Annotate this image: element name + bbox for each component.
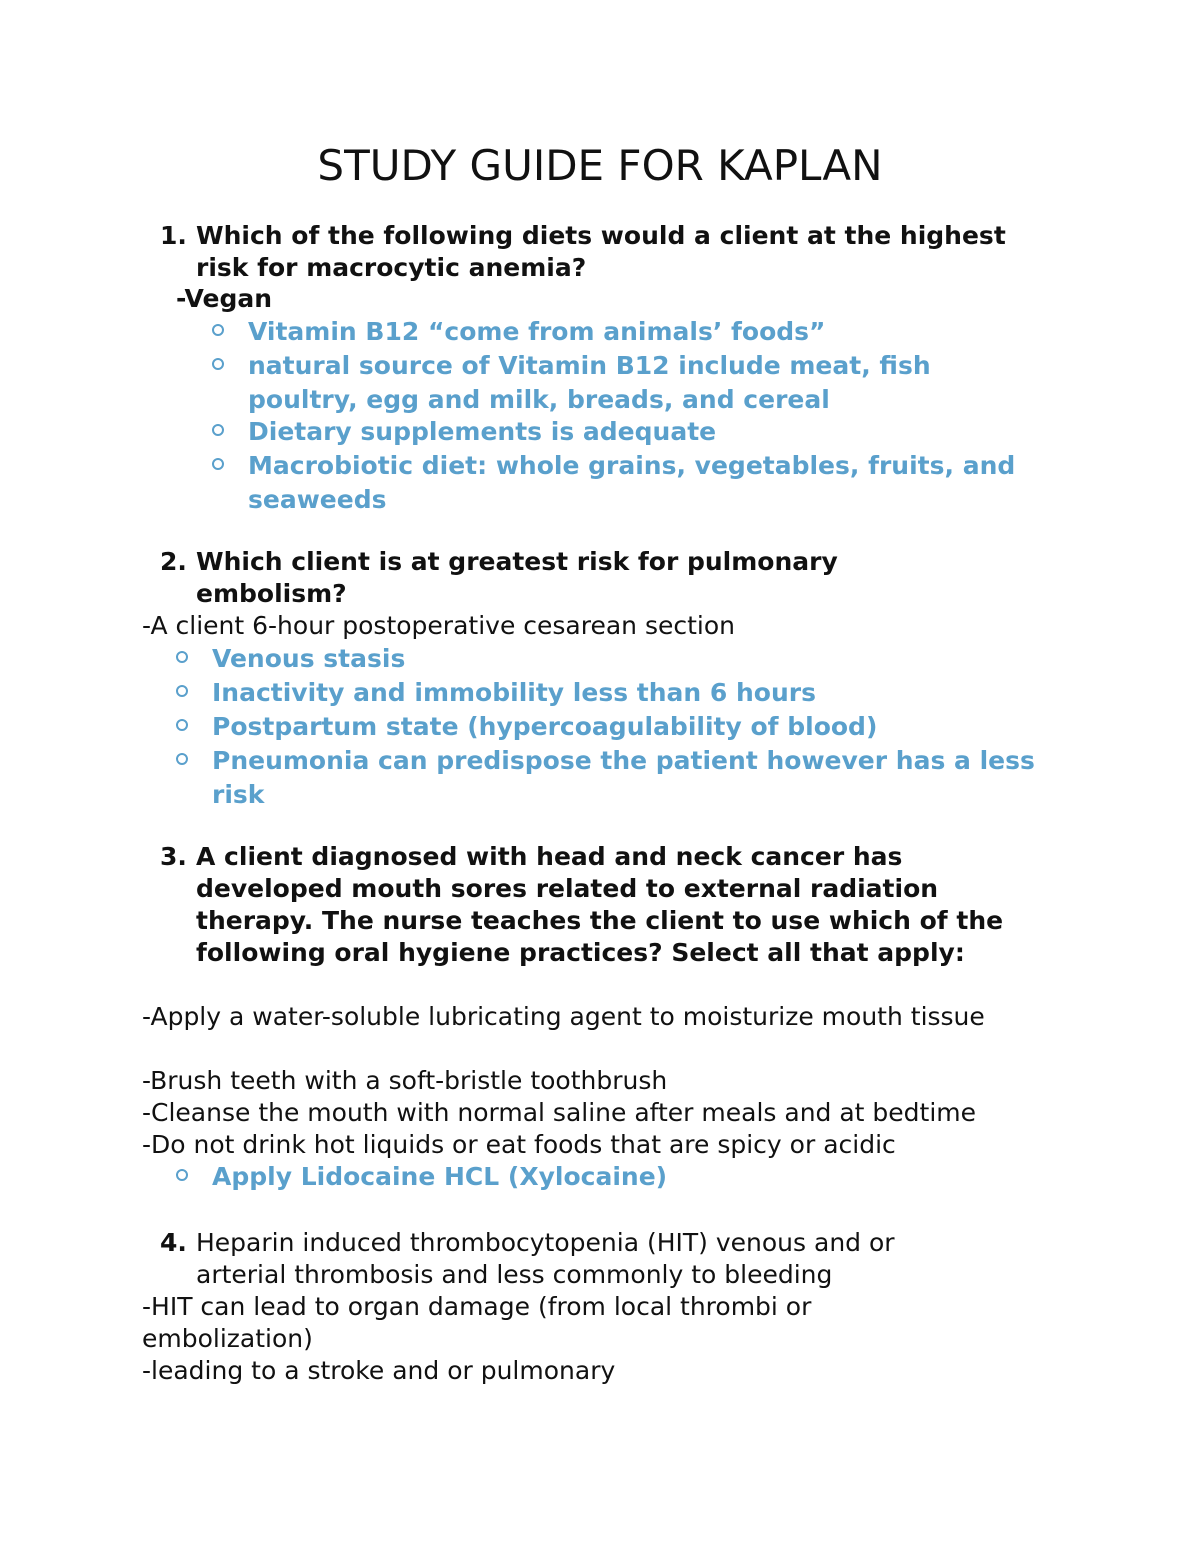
question-text: Which of the following diets would a client at the highest risk for macrocytic anemia?: [196, 221, 1006, 282]
answer-line: -Apply a water-soluble lubricating agent to moisturize mouth tissue: [142, 1002, 985, 1031]
bullet-item: natural source of Vitamin B12 include meat, fish poultry, egg and milk, breads, and cereal: [212, 349, 1012, 417]
question-number: 3.: [160, 842, 187, 871]
answer-line: -Do not drink hot liquids or eat foods that are spicy or acidic: [142, 1130, 896, 1159]
answer-line: -Vegan: [176, 284, 273, 313]
bullet-item: Venous stasis: [176, 642, 1076, 676]
bullet-item: Macrobiotic diet: whole grains, vegetables, fruits, and seaweeds: [212, 449, 1042, 517]
circle-bullet-icon: [212, 358, 224, 370]
answer-line: -A client 6-hour postoperative cesarean section: [142, 611, 736, 640]
question-number: 1.: [160, 221, 187, 250]
circle-bullet-icon: [176, 651, 188, 663]
circle-bullet-icon: [176, 1169, 188, 1181]
answer-line: -leading to a stroke and or pulmonary: [142, 1356, 616, 1385]
circle-bullet-icon: [212, 458, 224, 470]
question-text: Heparin induced thrombocytopenia (HIT) venous and or arterial thrombosis and less commonly to bleeding: [196, 1228, 895, 1289]
question-4: [160, 1227, 980, 1291]
bullet-item: Apply Lidocaine HCL (Xylocaine): [176, 1160, 1076, 1194]
circle-bullet-icon: [176, 753, 188, 765]
question-3: [160, 841, 1040, 969]
bullet-item: Dietary supplements is adequate: [212, 415, 1072, 449]
question-number: 2.: [160, 547, 187, 576]
question-2: [160, 546, 920, 610]
answer-line: -Brush teeth with a soft-bristle toothbrush: [142, 1066, 668, 1095]
question-number: 4.: [160, 1228, 187, 1257]
question-text: Which client is at greatest risk for pulmonary embolism?: [196, 547, 838, 608]
answer-line: -Cleanse the mouth with normal saline after meals and at bedtime: [142, 1098, 977, 1127]
question-1: [160, 220, 1040, 284]
question-text: A client diagnosed with head and neck cancer has developed mouth sores related to external radiation therapy. The nurse teaches the client to use which of the following oral hygiene practices? Select all that apply:: [196, 842, 1004, 967]
circle-bullet-icon: [176, 719, 188, 731]
circle-bullet-icon: [212, 424, 224, 436]
bullet-item: Postpartum state (hypercoagulability of blood): [176, 710, 1076, 744]
page-title: STUDY GUIDE FOR KAPLAN: [317, 141, 883, 190]
bullet-item: Inactivity and immobility less than 6 hours: [176, 676, 1076, 710]
answer-line: -HIT can lead to organ damage (from local thrombi or embolization): [142, 1292, 812, 1353]
bullet-item: Vitamin B12 “come from animals’ foods”: [212, 315, 1072, 349]
circle-bullet-icon: [212, 324, 224, 336]
bullet-item: Pneumonia can predispose the patient however has a less risk: [176, 744, 1076, 812]
circle-bullet-icon: [176, 685, 188, 697]
